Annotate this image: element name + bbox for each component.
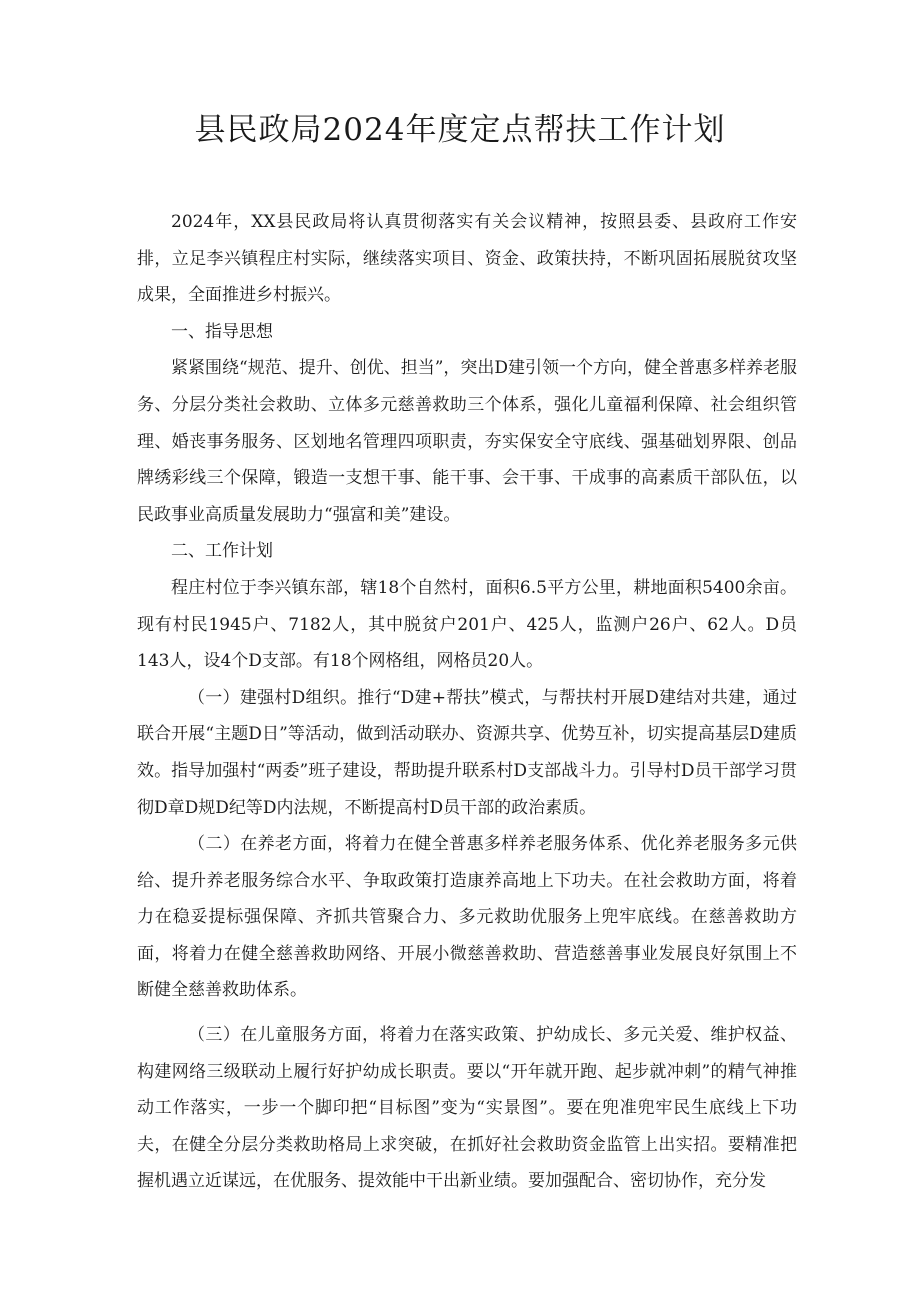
paragraph-intro: 2024年，XX县民政局将认真贯彻落实有关会议精神，按照县委、县政府工作安排，立足李兴镇程庄村实际，继续落实项目、资金、政策扶持，不断巩固拓展脱贫攻坚成果，全面推进乡村振兴。: [137, 212, 797, 306]
paragraph-guiding: 紧紧围绕“规范、提升、创优、担当”，突出D建引领一个方向，健全普惠多样养老服务、分层分类社会救助、立体多元慈善救助三个体系，强化儿童福利保障、社会组织管理、婚丧事务服务、区划地名管理四项职责，夯实保安全守底线、强基础划界限、创品牌绣彩线三个保障，锻造一支想干事、能干事、会干事、干成事的高素质干部队伍，以民政事业高质量发展助力“强富和美”建设。: [137, 358, 798, 525]
section-heading-guiding: 一、指导思想: [171, 321, 273, 342]
document-title: 县民政局2024年度定点帮扶工作计划: [194, 112, 726, 148]
paragraph-item-3: （三）在儿童服务方面，将着力在落实政策、护幼成长、多元关爱、维护权益、构建网络三级联动上履行好护幼成长职责。要以“开年就开跑、起步就冲刺”的精气神推动工作落实，一步一个脚印把“目标图”变为“实景图”。要在兜准兜牢民生底线上下功夫，在健全分层分类救助格局上求突破，在抓好社会救助资金监管上出实招。要精准把握机遇立近谋远，在优服务、提效能中干出新业绩。要加强配合、密切协作，充分发: [137, 1025, 797, 1192]
section-heading-plan: 二、工作计划: [171, 541, 273, 562]
paragraph-gap: [137, 1009, 797, 1017]
paragraph-village: 程庄村位于李兴镇东部，辖18个自然村，面积6.5平方公里，耕地面积5400余亩。现有村民1945户、7182人，其中脱贫户201户、425人，监测户26户、62人。D员143人，设4个D支部。有18个网格组，网格员20人。: [137, 577, 797, 672]
paragraph-item-1: （一）建强村D组织。推行“D建+帮扶”模式，与帮扶村开展D建结对共建，通过联合开展“主题D日”等活动，做到活动联办、资源共享、优势互补，切实提高基层D建质效。指导加强村“两委”班子建设，帮助提升联系村D支部战斗力。引导村D员干部学习贯彻D章D规D纪等D内法规，不断提高村D员干部的政治素质。: [137, 687, 797, 818]
document-body: [137, 204, 797, 1200]
paragraph-item-2: （二）在养老方面，将着力在健全普惠多样养老服务体系、优化养老服务多元供给、提升养老服务综合水平、争取政策打造康养高地上下功夫。在社会救助方面，将着力在稳妥提标强保障、齐抓共管聚合力、多元救助优服务上兜牢底线。在慈善救助方面，将着力在健全慈善救助网络、开展小微慈善救助、营造慈善事业发展良好氛围上不断健全慈善救助体系。: [137, 834, 797, 1001]
